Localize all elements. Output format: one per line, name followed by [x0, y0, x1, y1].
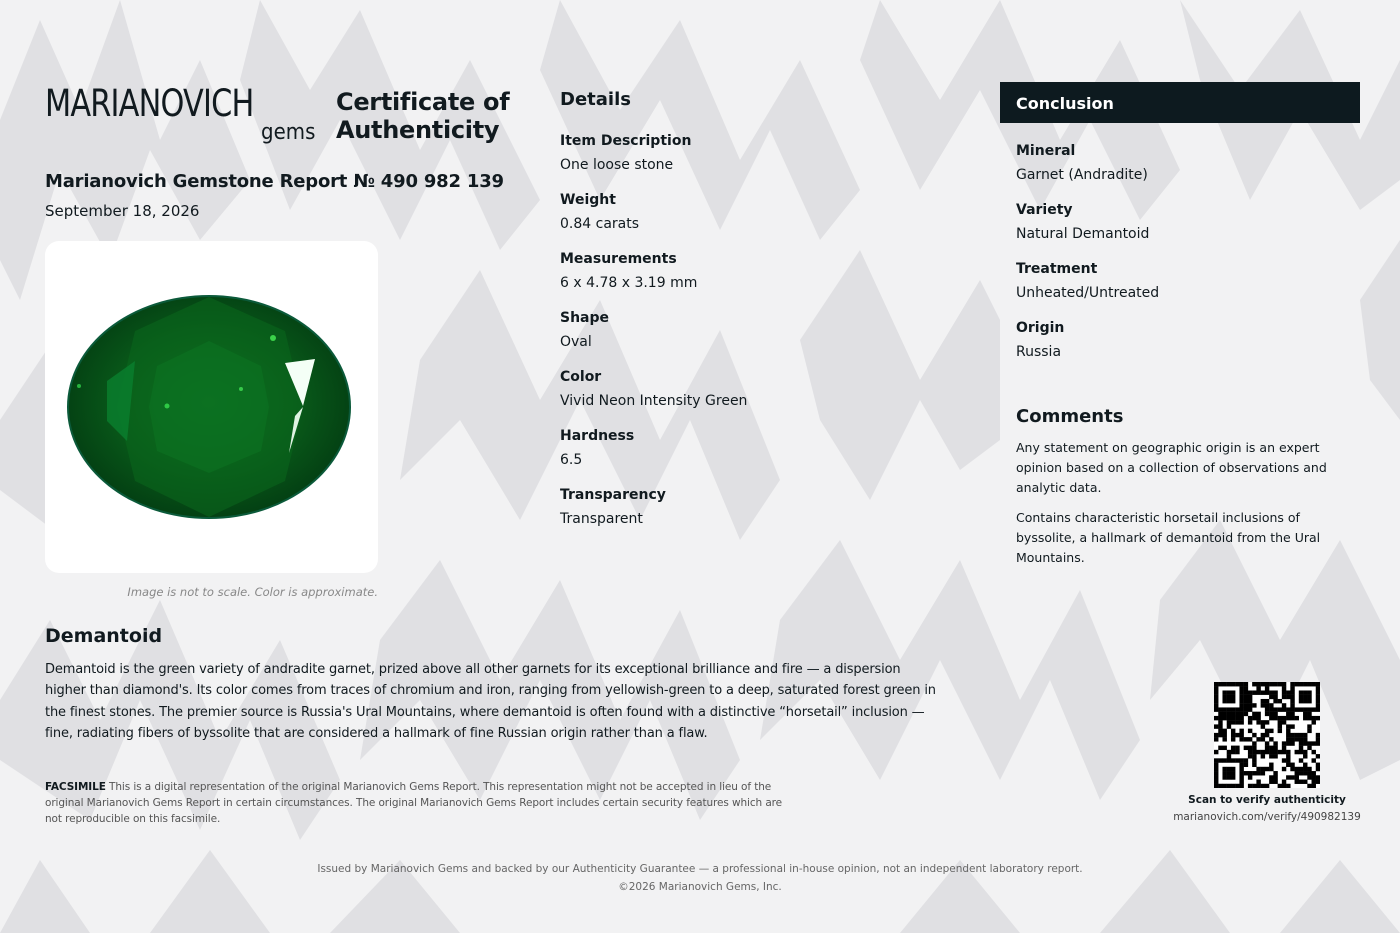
conclusion-label: Mineral: [1016, 143, 1076, 159]
detail-weight: [560, 191, 960, 233]
detail-value: 6.5: [560, 452, 583, 468]
image-caption: Image is not to scale. Color is approximate.: [127, 585, 378, 599]
conclusion-value: Natural Demantoid: [1016, 226, 1150, 242]
report-date: September 18, 2026: [45, 202, 200, 220]
certificate-title: [336, 88, 536, 144]
conclusion-origin: [1016, 319, 1356, 361]
detail-measurements: [560, 250, 960, 292]
detail-value: Transparent: [560, 511, 643, 527]
detail-color: [560, 368, 960, 410]
conclusion-value: Russia: [1016, 344, 1062, 360]
conclusion-heading: Conclusion: [1000, 82, 1360, 123]
qr-code[interactable]: [1214, 682, 1320, 788]
gemstone-image: [45, 241, 378, 573]
conclusion-treatment: [1016, 260, 1356, 302]
conclusion-variety: [1016, 201, 1356, 243]
conclusion-label: Origin: [1016, 320, 1065, 336]
brand-logo: [45, 82, 315, 148]
verify-link[interactable]: marianovich.com/verify/490982139: [1173, 811, 1361, 823]
logo-wordmark: MARIANOVICH: [45, 82, 254, 125]
qr-code-graphic: [1214, 682, 1320, 788]
detail-shape: [560, 309, 960, 351]
detail-value: Vivid Neon Intensity Green: [560, 393, 748, 409]
report-title: Marianovich Gemstone Report № 490 982 139: [45, 171, 504, 192]
conclusion-value: Garnet (Andradite): [1016, 167, 1148, 183]
comment-paragraph: Contains characteristic horsetail inclusions of byssolite, a hallmark of demantoid from the Ural Mountains.: [1016, 510, 1321, 565]
gemstone-illustration: [45, 241, 378, 573]
comments-heading: Comments: [1016, 406, 1124, 427]
logo-subtext: gems: [260, 120, 315, 145]
description-title: Demantoid: [45, 625, 163, 647]
detail-label: Item Description: [560, 133, 692, 149]
comment-paragraph: Any statement on geographic origin is an expert opinion based on a collection of observations and analytic data.: [1016, 440, 1327, 495]
certificate-title-line1: Certificate of: [336, 88, 510, 116]
conclusion-label: Treatment: [1016, 261, 1098, 277]
conclusion-section: [1016, 142, 1356, 378]
footer: [200, 860, 1200, 896]
facsimile-notice: [45, 779, 785, 827]
details-heading: Details: [560, 89, 631, 110]
detail-value: Oval: [560, 334, 592, 350]
comments-section: [1016, 438, 1356, 578]
detail-value: 0.84 carats: [560, 216, 640, 232]
detail-label: Transparency: [560, 487, 666, 503]
details-section: [560, 89, 960, 545]
conclusion-mineral: [1016, 142, 1356, 184]
detail-label: Weight: [560, 192, 616, 208]
detail-transparency: [560, 486, 960, 528]
detail-value: One loose stone: [560, 157, 674, 173]
detail-label: Color: [560, 369, 602, 385]
description-body: Demantoid is the green variety of andradite garnet, prized above all other garnets for its exceptional brilliance and fire — a dispersion higher than diamond's. Its color comes from traces of chromium and iron, ranging from yellowish-green to a deep, saturated forest green in the finest stones. The premier source is Russia's Ural Mountains, where demantoid is often found with a distinctive “horsetail” inclusion — fine, radiating fibers of byssolite that are considered a hallmark of fine Russian origin rather than a flaw.: [45, 662, 936, 741]
conclusion-value: Unheated/Untreated: [1016, 285, 1160, 301]
conclusion-label: Variety: [1016, 202, 1073, 218]
footer-copyright: ©2026 Marianovich Gems, Inc.: [618, 881, 782, 893]
footer-guarantee: Issued by Marianovich Gems and backed by our Authenticity Guarantee — a professional in-house opinion, not an independent laboratory report.: [317, 863, 1083, 875]
detail-value: 6 x 4.78 x 3.19 mm: [560, 275, 698, 291]
detail-label: Shape: [560, 310, 610, 326]
certificate-title-line2: Authenticity: [336, 116, 500, 144]
detail-label: Hardness: [560, 428, 635, 444]
detail-hardness: [560, 427, 960, 469]
facsimile-text: This is a digital representation of the original Marianovich Gems Report. This representation might not be accepted in lieu of the original Marianovich Gems Report in certain circumstances. The original Marianovich Gems Report includes certain security features which are not reproducible on this facsimile.: [45, 781, 783, 825]
qr-cta: Scan to verify authenticity: [1188, 794, 1346, 806]
detail-item-description: [560, 132, 960, 174]
facsimile-label: FACSIMILE: [45, 781, 106, 793]
detail-label: Measurements: [560, 251, 677, 267]
